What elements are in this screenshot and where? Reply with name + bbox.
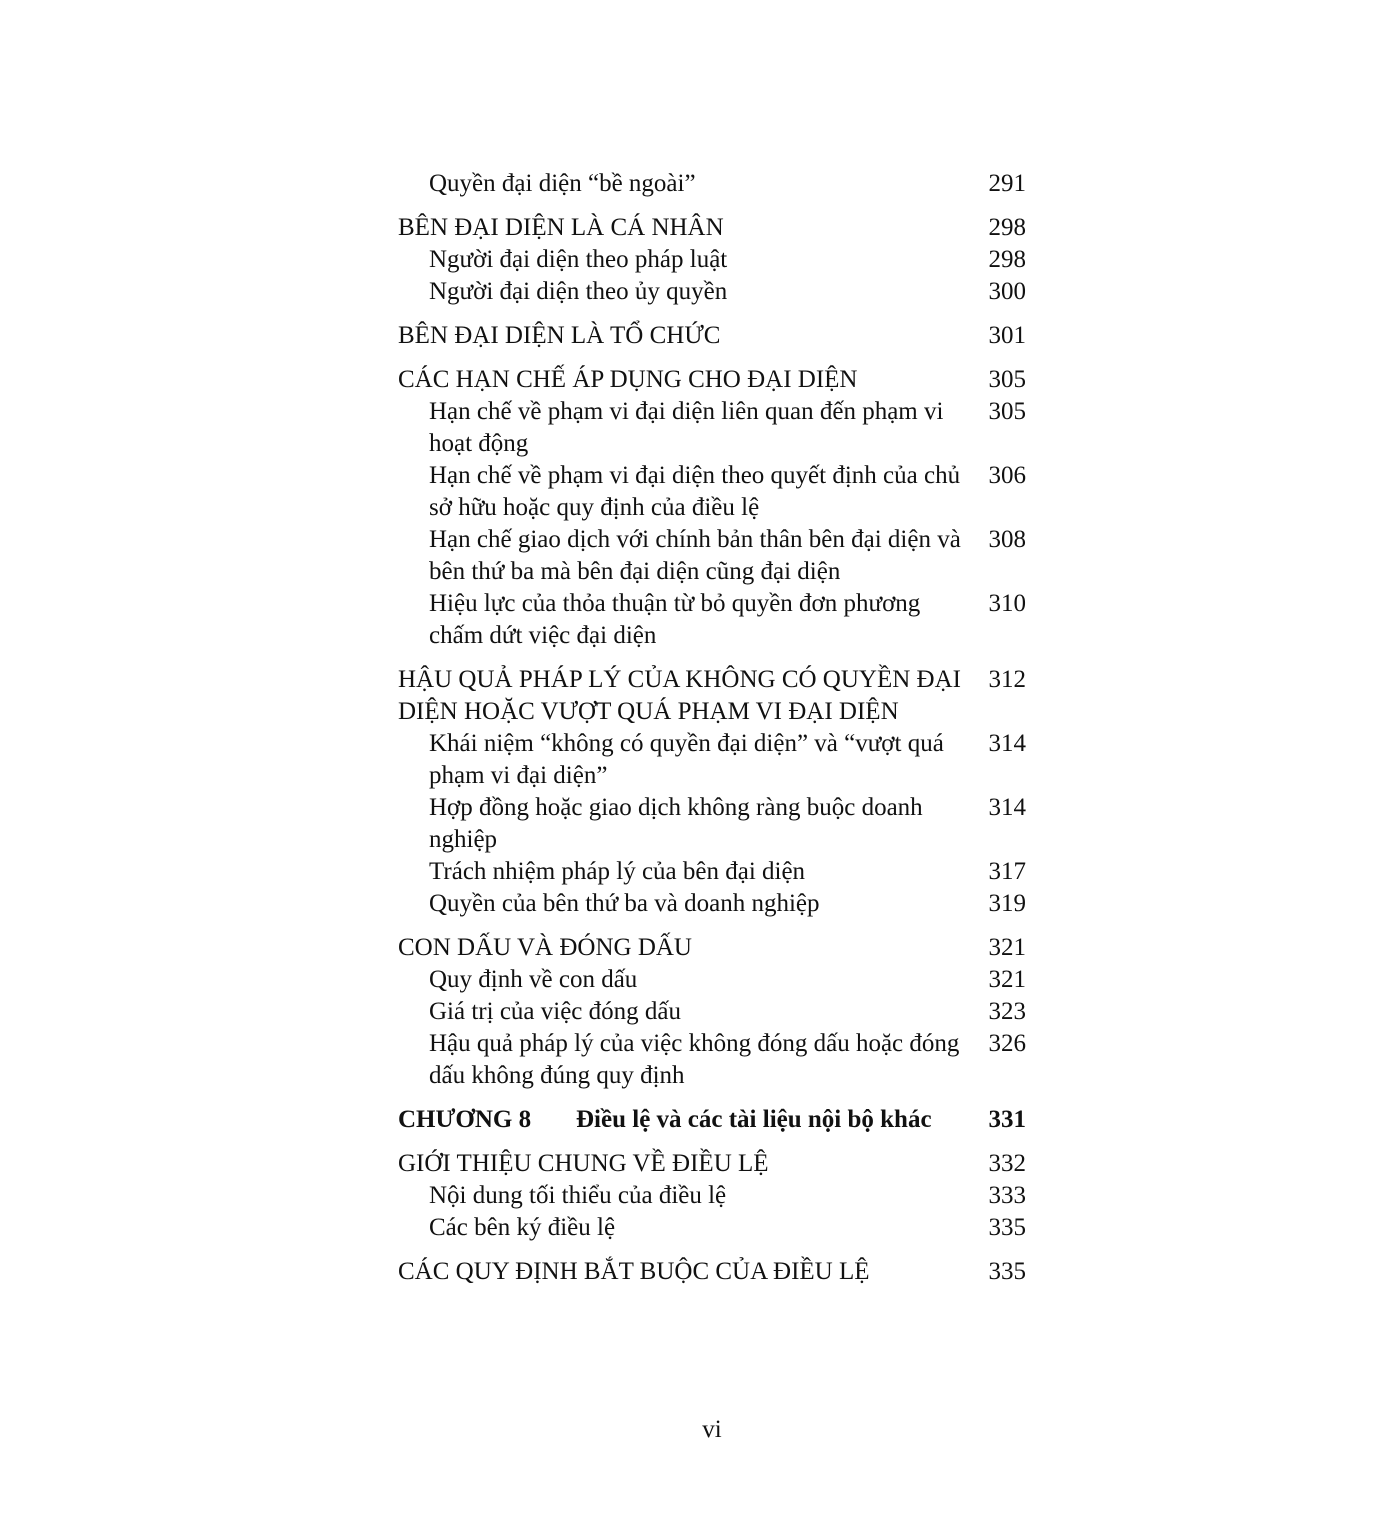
toc-section-heading (398, 1256, 1026, 1288)
toc-page-number: 300 (988, 278, 1026, 305)
toc-page-number: 310 (988, 590, 1026, 617)
toc-section-heading (398, 212, 1026, 244)
toc-page-number: 308 (988, 526, 1026, 553)
toc-page-number: 298 (988, 246, 1026, 273)
toc-entry (398, 888, 1026, 920)
toc-entry (398, 856, 1026, 888)
toc-entry (398, 396, 1026, 460)
toc-page-number: 326 (988, 1030, 1026, 1057)
toc-page-number: 332 (988, 1150, 1026, 1177)
toc-entry-title: Khái niệm “không có quyền đại diện” và “vượt quá phạm vi đại diện” (429, 730, 944, 789)
toc-entry-title: Hợp đồng hoặc giao dịch không ràng buộc doanh nghiệp (429, 794, 923, 853)
toc-page-number: 319 (988, 890, 1026, 917)
toc-entry (398, 792, 1026, 856)
toc-entry-title: GIỚI THIỆU CHUNG VỀ ĐIỀU LỆ (398, 1150, 769, 1177)
toc-entry (398, 996, 1026, 1028)
toc-page-number: 323 (988, 998, 1026, 1025)
toc-page-number: 321 (988, 966, 1026, 993)
toc-entry-title: Hậu quả pháp lý của việc không đóng dấu hoặc đóng dấu không đúng quy định (429, 1030, 960, 1089)
toc-entry (398, 244, 1026, 276)
table-of-contents (398, 168, 1026, 1288)
toc-entry-title: Trách nhiệm pháp lý của bên đại diện (429, 858, 806, 885)
toc-page-number: 335 (988, 1258, 1026, 1285)
toc-entry-title: Quyền đại diện “bề ngoài” (429, 170, 696, 197)
toc-page-number: 301 (988, 322, 1026, 349)
toc-page-number: 298 (988, 214, 1026, 241)
toc-entry (398, 964, 1026, 996)
toc-entry-title: HẬU QUẢ PHÁP LÝ CỦA KHÔNG CÓ QUYỀN ĐẠI DIỆN HOẶC VƯỢT QUÁ PHẠM VI ĐẠI DIỆN (398, 666, 961, 725)
toc-entry-title: Hạn chế về phạm vi đại diện liên quan đến phạm vi hoạt động (429, 398, 944, 457)
toc-entry (398, 460, 1026, 524)
toc-entry-title: Người đại diện theo pháp luật (429, 246, 728, 273)
toc-entry-title: CON DẤU VÀ ĐÓNG DẤU (398, 934, 692, 961)
toc-entry-title: Hiệu lực của thỏa thuận từ bỏ quyền đơn phương chấm dứt việc đại diện (429, 590, 921, 649)
toc-page-number: 335 (988, 1214, 1026, 1241)
toc-entry (398, 1028, 1026, 1092)
chapter-number: CHƯƠNG 8 (398, 1106, 532, 1133)
toc-page-number: 321 (988, 934, 1026, 961)
toc-entry-title: Giá trị của việc đóng dấu (429, 998, 681, 1025)
toc-entry (398, 524, 1026, 588)
toc-entry-title: CÁC HẠN CHẾ ÁP DỤNG CHO ĐẠI DIỆN (398, 366, 858, 393)
toc-entry (398, 276, 1026, 308)
toc-chapter-heading (398, 1104, 1026, 1136)
toc-page-number: 333 (988, 1182, 1026, 1209)
toc-page-number: 314 (988, 794, 1026, 821)
toc-page-number: 305 (988, 366, 1026, 393)
toc-section-heading (398, 932, 1026, 964)
toc-page-number: 312 (988, 666, 1026, 693)
toc-entry-title: BÊN ĐẠI DIỆN LÀ CÁ NHÂN (398, 214, 724, 241)
toc-section-heading (398, 664, 1026, 728)
toc-page-number: 306 (988, 462, 1026, 489)
chapter-title: Điều lệ và các tài liệu nội bộ khác (576, 1106, 932, 1133)
toc-entry-title: Quy định về con dấu (429, 966, 638, 993)
toc-entry (398, 1180, 1026, 1212)
toc-entry-title: Quyền của bên thứ ba và doanh nghiệp (429, 890, 820, 917)
toc-entry (398, 728, 1026, 792)
page-folio: vi (702, 1416, 722, 1443)
toc-page-number: 317 (988, 858, 1026, 885)
toc-entry (398, 168, 1026, 200)
toc-section-heading (398, 1148, 1026, 1180)
toc-entry-title: Các bên ký điều lệ (429, 1214, 616, 1241)
toc-entry (398, 588, 1026, 652)
toc-entry-title: Hạn chế về phạm vi đại diện theo quyết định của chủ sở hữu hoặc quy định của điều lệ (429, 462, 961, 521)
toc-entry-title: Hạn chế giao dịch với chính bản thân bên đại diện và bên thứ ba mà bên đại diện cũng đại diện (429, 526, 961, 585)
toc-page-number: 331 (988, 1106, 1026, 1133)
toc-entry-title: CÁC QUY ĐỊNH BẮT BUỘC CỦA ĐIỀU LỆ (398, 1258, 870, 1285)
toc-page-number: 291 (988, 170, 1026, 197)
toc-entry-title: Nội dung tối thiểu của điều lệ (429, 1182, 727, 1209)
toc-section-heading (398, 320, 1026, 352)
toc-section-heading (398, 364, 1026, 396)
toc-page-number: 305 (988, 398, 1026, 425)
toc-entry-title: BÊN ĐẠI DIỆN LÀ TỔ CHỨC (398, 322, 721, 349)
toc-page-number: 314 (988, 730, 1026, 757)
toc-entry-title: Người đại diện theo ủy quyền (429, 278, 728, 305)
toc-entry (398, 1212, 1026, 1244)
